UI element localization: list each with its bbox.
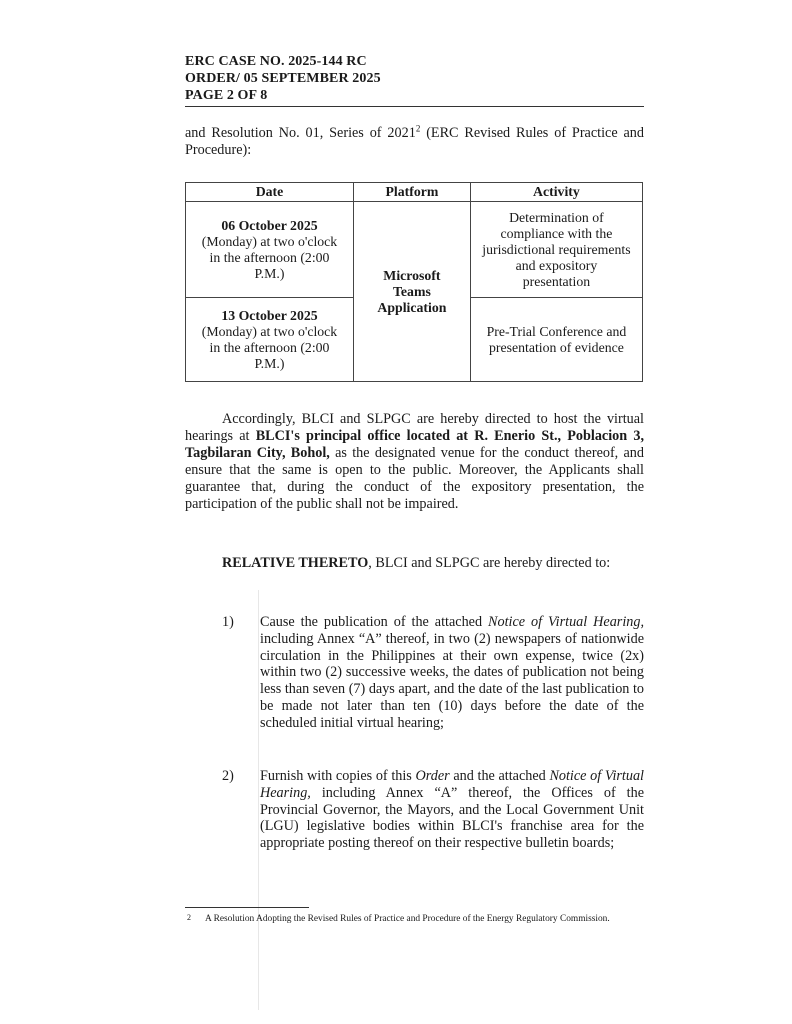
item-italic: Notice of Virtual Hearing, [488,614,644,630]
item-text: Cause the publication of the attached [260,614,489,630]
activity-text: Pre-Trial Conference and presentation of evidence [486,323,627,355]
table-header-row [186,183,643,202]
item-italic: Order [415,768,450,784]
activity-text: Determination of compliance with the jurisdictional requirements and expository presentation [482,209,631,289]
header-activity: Activity [470,183,642,202]
directive-text: , BLCI and SLPGC are hereby directed to: [368,555,611,571]
intro-tail: (ERC Revised Rules of Practice and Procedure): [185,125,644,158]
case-number: ERC CASE NO. 2025-144 RC [185,54,367,69]
hearing-date: 13 October 2025 [221,307,318,323]
list-item [260,768,644,852]
header-date: Date [186,183,354,202]
intro-text: and Resolution No. 01, Series of 2021 [185,125,416,141]
list-item [260,614,644,732]
activity-cell [470,202,642,298]
footnote-divider [185,907,309,908]
venue-paragraph [185,411,644,513]
case-header [185,53,645,104]
header-divider [185,106,644,107]
activity-cell [470,298,642,382]
item-text: including Annex “A” thereof, the Offices of the Provincial Governor, the Mayors, and the Local Government Unit (LGU) legislative bodies within BLCI's franchise area for the appropriate posting thereof on their respective bulletin boards; [260,784,644,852]
item-text: including Annex “A” thereof, in two (2) newspapers of nationwide circulation in the Philippines at their own expense, twice (2x) within two (2) successive weeks, the dates of publication not being less than seven (7) days apart, and the date of the last publication to be made not later than ten (10) days before the date of the scheduled initial virtual hearing; [260,630,644,731]
list-item-number: 1) [222,614,234,630]
venue-text-end: as the designated venue for the conduct thereof, and ensure that the same is open to the public. Moreover, the Applicants shall guarantee that, during the conduct of the expository presentation, the participation of the public shall not be impaired. [185,445,644,512]
list-item-number: 2) [222,768,234,784]
footnote-reference: 2 [415,123,421,134]
footnote-mark: 2 [187,913,191,922]
hearing-time: (Monday) at two o'clock in the afternoon (2:00 P.M.) [201,233,338,281]
hearing-time: (Monday) at two o'clock in the afternoon (2:00 P.M.) [201,323,338,371]
header-platform: Platform [353,183,470,202]
directive-heading: RELATIVE THERETO [222,555,369,571]
footnote-text: A Resolution Adopting the Revised Rules of Practice and Procedure of the Energy Regulatory Commission. [205,914,610,924]
page-number: PAGE 2 OF 8 [185,88,268,103]
item-italic: Notice of Virtual Hearing, [260,768,644,801]
item-text: Furnish with copies of this [260,768,416,784]
intro-paragraph [185,125,644,159]
order-date: ORDER/ 05 SEPTEMBER 2025 [185,71,381,86]
hearing-date: 06 October 2025 [221,217,318,233]
date-cell [186,202,354,298]
platform-name: Microsoft Teams Application [377,267,447,315]
item-text: and the attached [449,768,550,784]
platform-cell [353,202,470,382]
venue-location: BLCI's principal office located at R. Enerio St., Poblacion 3, Tagbilaran City, Bohol, [185,428,644,461]
venue-text-start: Accordingly, BLCI and SLPGC are hereby directed to host the virtual hearings at [185,411,644,444]
date-cell [186,298,354,382]
table-row [186,202,643,298]
scan-artifact [258,590,259,1010]
hearing-schedule-table [185,182,643,382]
directive-paragraph [185,555,644,572]
